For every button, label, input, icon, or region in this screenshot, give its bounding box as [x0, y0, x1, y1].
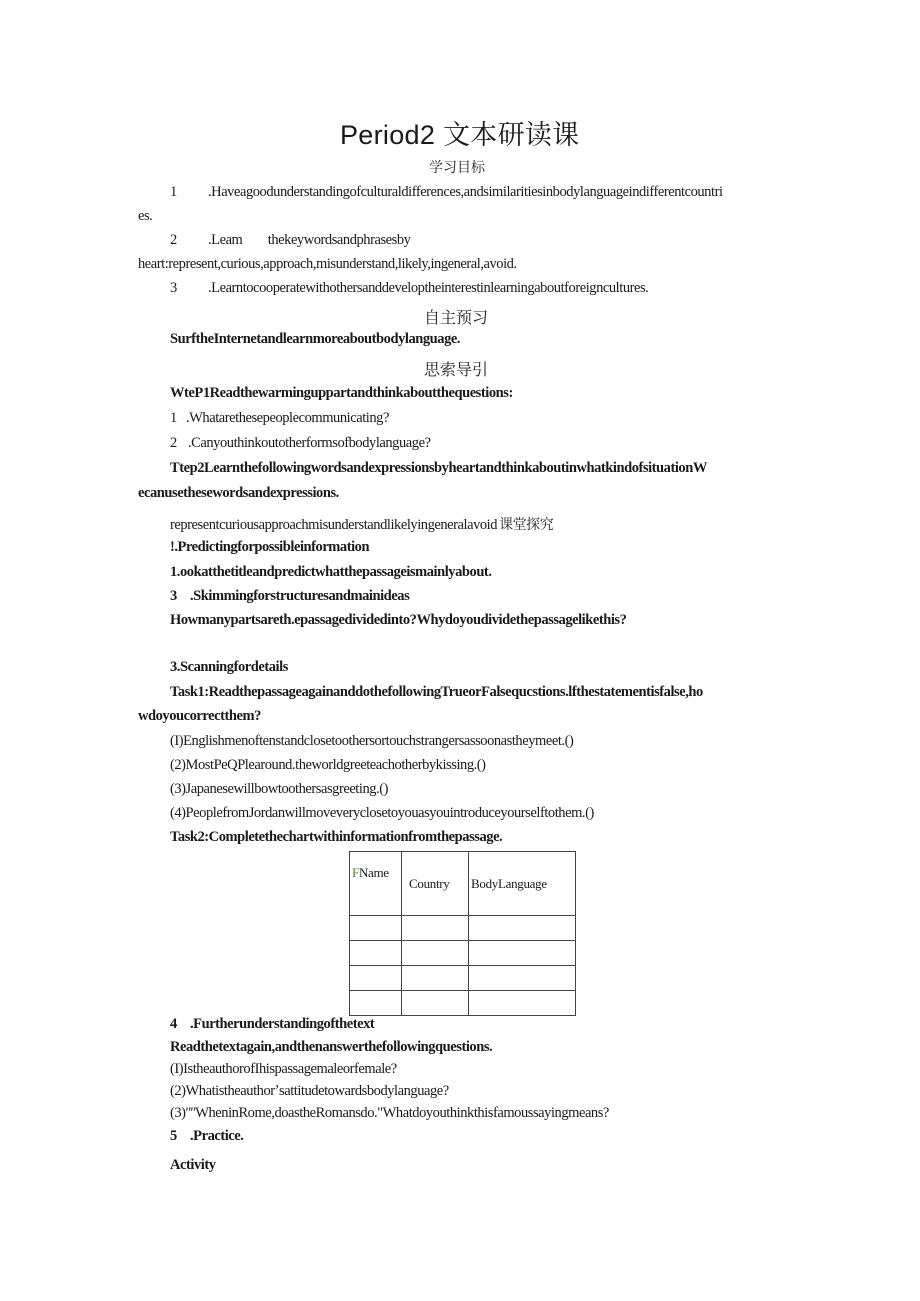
section-title: .Skimmingforstructuresandmainideas	[190, 588, 410, 604]
objective-number: 1	[170, 184, 177, 200]
table-cell[interactable]	[350, 916, 402, 941]
statement-2: (2)MostPeQPlearound.theworldgreeteachotherbykissing.()	[170, 757, 486, 773]
page-title	[340, 113, 579, 152]
explore-heading: 课堂探究	[499, 517, 554, 533]
objective-2-cont: heart:represent,curious,approach,misunderstand,likely,ingeneral,avoid.	[138, 256, 517, 272]
table-cell[interactable]	[402, 966, 469, 991]
table-header-row	[350, 852, 576, 916]
section-number: 3	[170, 588, 177, 604]
objective-1	[170, 184, 723, 201]
table-cell[interactable]	[469, 916, 576, 941]
guide-heading: 思索导引	[424, 360, 489, 379]
preview-heading: 自主预习	[424, 308, 489, 327]
objective-text: .Learntocooperatewithothersanddeveloptheinterestinlearningaboutforeigncultures.	[208, 280, 649, 296]
section-title: .Practice.	[190, 1128, 244, 1144]
table-cell[interactable]	[350, 991, 402, 1016]
word-list: representcuriousapproachmisunderstandlikelyingeneralavoid	[170, 517, 498, 533]
question-text: .Canyouthinkoutotherformsofbodylanguage?	[188, 435, 431, 451]
word-list-line	[170, 514, 553, 534]
section-number: 4	[170, 1016, 177, 1032]
preview-text: SurftheInternetandlearnmoreaboutbodylanguage.	[170, 331, 461, 347]
objective-3	[170, 280, 648, 297]
title-cjk: 文本研读课	[442, 120, 580, 151]
table-row	[350, 966, 576, 991]
predict-heading: !.Predictingforpossibleinformation	[170, 539, 370, 555]
further-heading	[170, 1016, 374, 1033]
header-name	[350, 852, 402, 916]
table-cell[interactable]	[469, 966, 576, 991]
guide-question-2	[170, 435, 431, 452]
question-number: 2	[170, 435, 177, 451]
task2-text: Task2:Completethechartwithinformationfromthepassage.	[170, 829, 503, 845]
table-row	[350, 991, 576, 1016]
statement-1: (I)Englishmenoftenstandclosetoothersortouchstrangersassoonastheymeet.()	[170, 733, 574, 749]
further-question-1: (I)IstheauthorofIhispassagemaleorfemale?	[170, 1061, 397, 1077]
guide-question-1	[170, 410, 389, 427]
skim-text: Howmanypartsareth.epassagedividedinto?Whydoyoudividethepassagelikethis?	[170, 612, 627, 628]
objectives-heading: 学习目标	[429, 160, 485, 176]
objective-number: 2	[170, 232, 177, 248]
section-title: .Furtherunderstandingofthetext	[190, 1016, 375, 1032]
table-cell[interactable]	[402, 916, 469, 941]
task1-line-1: Task1:ReadthepassageagainanddothefollowingTrueorFalsequcstions.lfthestatementisfalse,ho	[170, 684, 703, 700]
f-mark: F	[352, 865, 359, 880]
skim-heading	[170, 588, 409, 605]
table-cell[interactable]	[402, 991, 469, 1016]
predict-text: 1.ookatthetitleandpredictwhatthepassageismainlyabout.	[170, 564, 492, 580]
task1-line-2: wdoyoucorrectthem?	[138, 708, 261, 724]
table-cell[interactable]	[469, 991, 576, 1016]
info-chart-table	[349, 851, 576, 1016]
table-cell[interactable]	[469, 941, 576, 966]
question-number: 1	[170, 410, 177, 426]
table-cell[interactable]	[402, 941, 469, 966]
further-question-3: (3)ʺʺWheninRome,doastheRomansdo."Whatdoyouthinkthisfamoussayingmeans?	[170, 1105, 609, 1121]
section-number: 5	[170, 1128, 177, 1144]
step2-line-1: Ttep2LearnthefollowingwordsandexpressionsbyheartandthinkaboutinwhatkindofsituationW	[170, 460, 707, 476]
statement-4: (4)PeoplefromJordanwillmoveveryclosetoyouasyouintroduceyourselftothem.()	[170, 805, 594, 821]
further-question-2: (2)Whatistheauthorʼsattitudetowardsbodylanguage?	[170, 1083, 449, 1099]
scan-heading: 3.Scanningfordetails	[170, 659, 288, 675]
question-text: .Whatarethesepeoplecommunicating?	[186, 410, 389, 426]
statement-3: (3)Japanesewillbowtoothersasgreeting.()	[170, 781, 388, 797]
objective-1-cont: es.	[138, 208, 153, 224]
objective-2	[170, 232, 410, 249]
practice-heading	[170, 1128, 243, 1145]
table-row	[350, 916, 576, 941]
table-cell[interactable]	[350, 966, 402, 991]
header-country: Country	[402, 852, 469, 916]
header-name-label: Name	[358, 865, 389, 880]
step2-line-2: ecanusethesewordsandexpressions.	[138, 485, 339, 501]
table-cell[interactable]	[350, 941, 402, 966]
title-latin: Period2	[340, 120, 436, 150]
objective-text: .Leam thekeywordsandphrasesby	[208, 232, 411, 248]
table-row	[350, 941, 576, 966]
further-text: Readthetextagain,andthenanswerthefollowingquestions.	[170, 1039, 493, 1055]
objective-text: .Haveagoodunderstandingofculturaldifferences,andsimilaritiesinbodylanguageindifferentcountri	[208, 184, 723, 200]
header-body-language: BodyLanguage	[469, 852, 576, 916]
activity-label: Activity	[170, 1157, 216, 1173]
step1-text: WteP1Readthewarminguppartandthinkaboutthequestions:	[170, 385, 513, 401]
objective-number: 3	[170, 280, 177, 296]
